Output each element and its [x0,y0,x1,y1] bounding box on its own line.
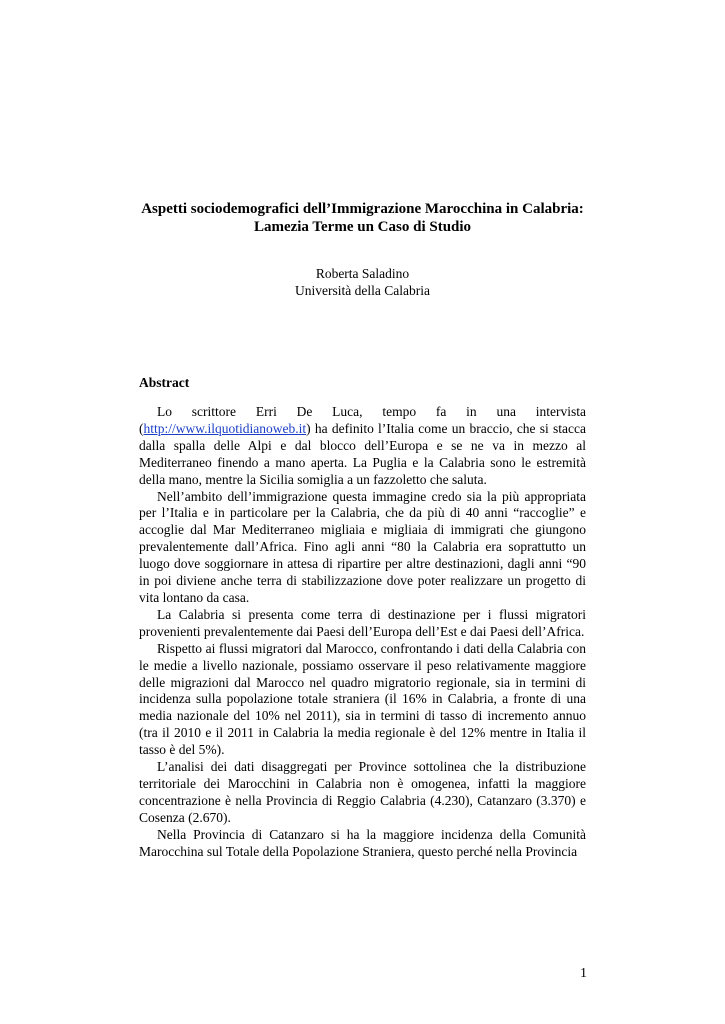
paper-title [0,200,725,236]
paragraph-1-end: ) ha definito l’Italia come un braccio, che si stacca dalla spalla delle Alpi e dal blocco dell’Europa e se ne va in mezzo al Mediterraneo finendo a mano aperta. La Puglia e la Calabria sono le estremità della mano, mentre la Sicilia somiglia a un fazzoletto che saluta. [139,420,586,487]
abstract-paragraph-4: Rispetto ai flussi migratori dal Marocco, confrontando i dati della Calabria con le medie a livello nazionale, possiamo osservare il peso relativamente maggiore delle migrazioni dal Marocco nel quadro migratorio regionale, sia in termini di incidenza sulla popolazione totale straniera (il 16% in Calabria, a fronte di una media nazionale del 10% nel 2011), sia in termini di tasso di incremento annuo (tra il 2010 e il 2011 in Calabria la media regionale è del 12% mentre in Italia il tasso è del 5%). [139,640,586,758]
abstract-paragraph-3: La Calabria si presenta come terra di destinazione per i flussi migratori provenienti prevalentemente dai Paesi dell’Europa dell’Est e dai Paesi dell’Africa. [139,606,586,639]
abstract-paragraph-2: Nell’ambito dell’immigrazione questa immagine credo sia la più appropriata per l’Italia e in particolare per la Calabria, che da più di 40 anni “raccoglie” e accoglie dal Mar Mediterraneo migliaia e migliaia di immigrati che giungono prevalentemente dall’Africa. Fino agli anni “80 la Calabria era soprattutto un luogo dove soggiornare in attesa di ripartire per altre destinazioni, dagli anni “90 in poi diviene anche terra di stabilizzazione dove poter realizzare un progetto di vita lontano da casa. [139,488,586,605]
abstract-paragraph-1 [139,404,586,489]
abstract-heading: Abstract [139,375,190,390]
paper-title-line-1: Aspetti sociodemografici dell’Immigrazione Marocchina in Calabria: [141,201,584,217]
paragraph-1-start: Lo scrittore Erri De Luca, tempo fa in una intervista ( [139,404,586,436]
page-number: 1 [580,966,587,981]
abstract-body [139,404,586,860]
author-name: Roberta Saladino [315,266,410,281]
paper-title-line-2: Lamezia Terme un Caso di Studio [253,219,472,235]
abstract-paragraph-6: Nella Provincia di Catanzaro si ha la maggiore incidenza della Comunità Marocchina sul Totale della Popolazione Straniera, questo perché nella Provincia [139,826,586,859]
abstract-paragraph-5: L’analisi dei dati disaggregati per Province sottolinea che la distribuzione territoriale dei Marocchini in Calabria non è omogenea, infatti la maggiore concentrazione è nella Provincia di Reggio Calabria (4.230), Catanzaro (3.370) e Cosenza (2.670). [139,759,586,825]
author-block [0,265,725,299]
source-link[interactable]: http://www.ilquotidianoweb.it [143,420,307,436]
author-affiliation: Università della Calabria [295,283,430,298]
